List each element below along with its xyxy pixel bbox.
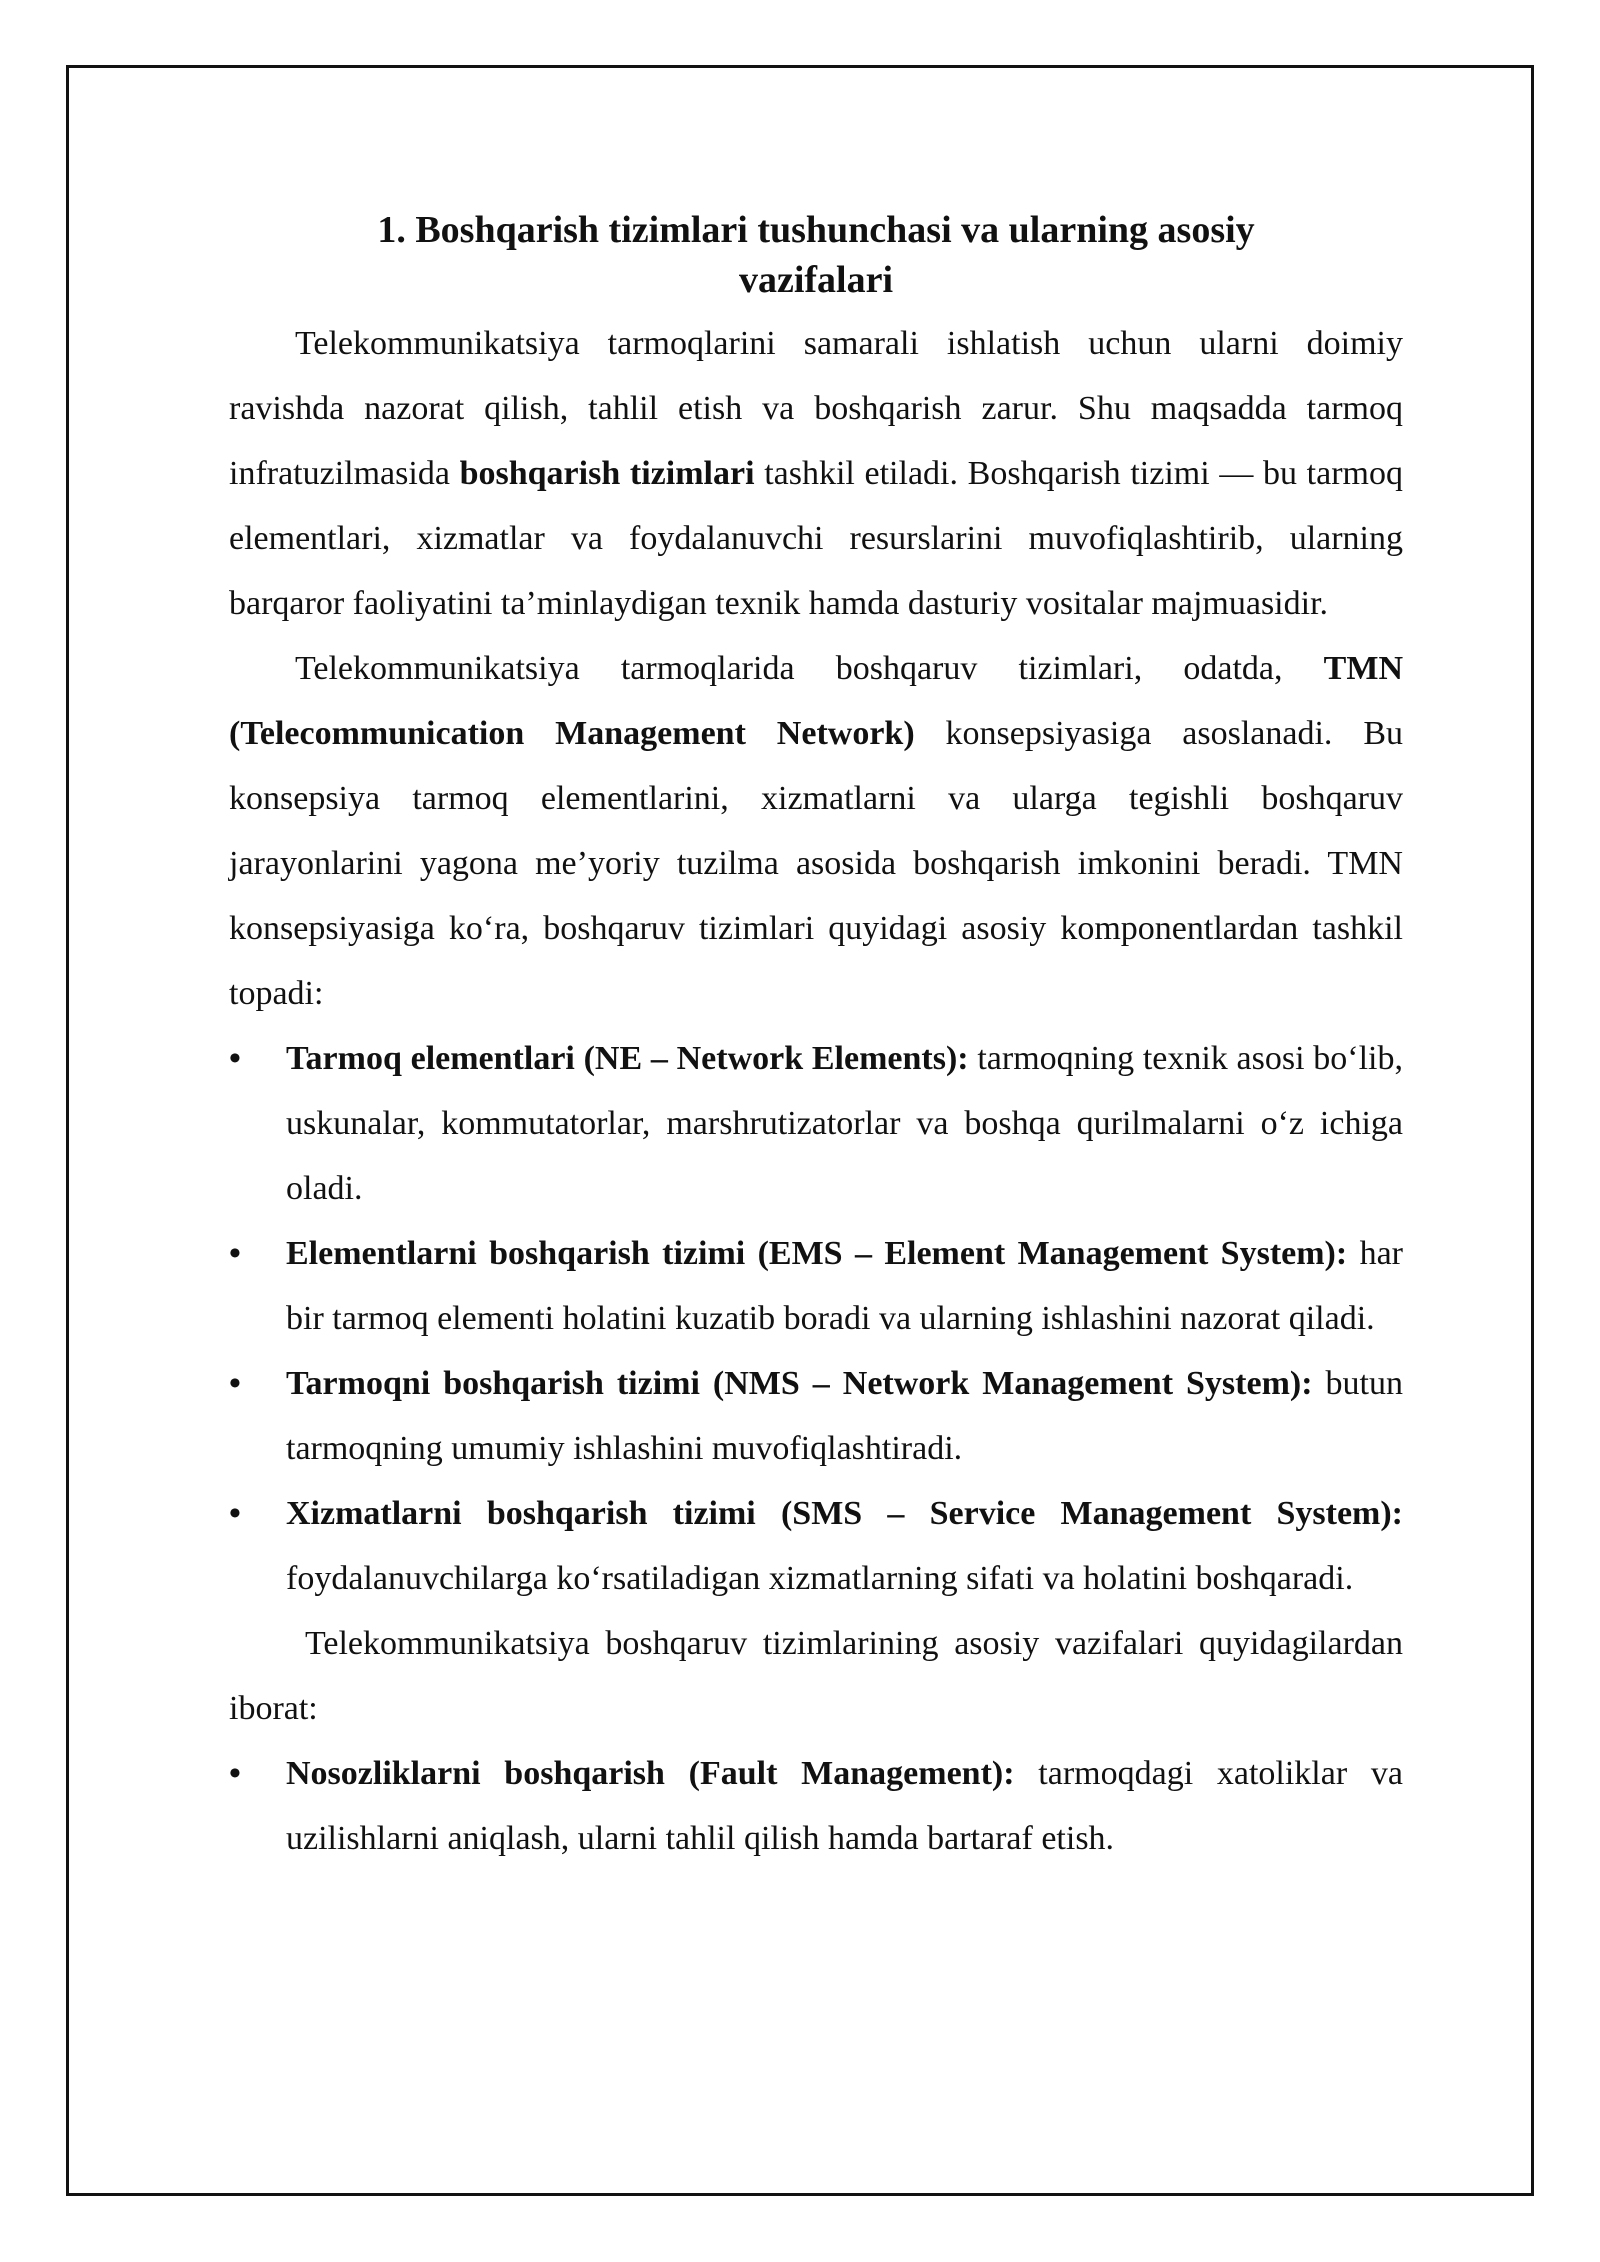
paragraph-text: Telekommunikatsiya boshqaruv tizimlarining asosiy vazifalari quyidagilardan iborat: xyxy=(229,1625,1403,1727)
bold-term: boshqarish tizimlari xyxy=(459,455,755,492)
list-item xyxy=(229,1481,1403,1611)
paragraph-text: konsepsiyasiga asoslanadi. Bu konsepsiya tarmoq elementlarini, xizmatlarni va ularga tegishli boshqaruv jarayonlarini yagona me’yoriy tuzilma asosida boshqarish imkonini beradi. TMN konsepsiyasiga ko‘ra, boshqaruv tizimlari quyidagi asosiy komponentlardan tashkil topadi: xyxy=(229,715,1404,1012)
list-item xyxy=(229,1351,1403,1481)
bullet-icon: • xyxy=(229,1365,241,1402)
list-item-text: foydalanuvchilarga ko‘rsatiladigan xizmatlarning sifati va holatini boshqaradi. xyxy=(286,1560,1354,1597)
bullet-icon: • xyxy=(229,1495,241,1532)
list-item-text: butun tarmoqning umumiy ishlashini muvofiqlashtiradi. xyxy=(286,1365,1403,1467)
components-list xyxy=(229,1026,1403,1611)
list-item-term: Nosozliklarni boshqarish (Fault Management): xyxy=(286,1755,1015,1792)
paragraph-intro xyxy=(229,311,1403,636)
heading-line-1: 1. Boshqarish tizimlari tushunchasi va ularning asosiy xyxy=(377,209,1255,251)
list-item-text: tarmoqdagi xatoliklar va uzilishlarni aniqlash, ularni tahlil qilish hamda bartaraf etish. xyxy=(286,1755,1403,1857)
heading-line-2: vazifalari xyxy=(738,259,894,301)
paragraph-tmn xyxy=(229,636,1403,1026)
bullet-icon: • xyxy=(229,1755,241,1792)
list-item xyxy=(229,1026,1403,1221)
list-item-term: Xizmatlarni boshqarish tizimi (SMS – Service Management System): xyxy=(286,1495,1403,1532)
paragraph-text: tashkil etiladi. Boshqarish tizimi — bu tarmoq elementlari, xizmatlar va foydalanuvchi resurslarini muvofiqlashtirib, ularning barqaror faoliyatini ta’minlaydigan texnik hamda dasturiy vositalar majmuasidir. xyxy=(229,455,1403,622)
paragraph-text: Telekommunikatsiya tarmoqlarida boshqaruv tizimlari, odatda, xyxy=(295,650,1324,687)
section-heading xyxy=(229,205,1403,305)
list-item-term: Tarmoq elementlari (NE – Network Elements): xyxy=(286,1040,969,1077)
bold-term: TMN (Telecommunication Management Network) xyxy=(229,650,1403,752)
list-item xyxy=(229,1221,1403,1351)
list-item-term: Tarmoqni boshqarish tizimi (NMS – Network Management System): xyxy=(286,1365,1313,1402)
bullet-icon: • xyxy=(229,1235,241,1272)
list-item-text: har bir tarmoq elementi holatini kuzatib boradi va ularning ishlashini nazorat qiladi. xyxy=(286,1235,1403,1337)
functions-list xyxy=(229,1741,1403,1871)
paragraph-functions-intro xyxy=(229,1611,1403,1741)
paragraph-text: Telekommunikatsiya tarmoqlarini samarali ishlatish uchun ularni doimiy ravishda nazorat qilish, tahlil etish va boshqarish zarur. Shu maqsadda tarmoq infratuzilmasida xyxy=(229,325,1403,492)
bullet-icon: • xyxy=(229,1040,241,1077)
list-item-term: Elementlarni boshqarish tizimi (EMS – Element Management System): xyxy=(286,1235,1348,1272)
list-item xyxy=(229,1741,1403,1871)
list-item-text: tarmoqning texnik asosi bo‘lib, uskunalar, kommutatorlar, marshrutizatorlar va boshqa qurilmalarni o‘z ichiga oladi. xyxy=(286,1040,1403,1207)
document-body xyxy=(229,205,1403,1871)
